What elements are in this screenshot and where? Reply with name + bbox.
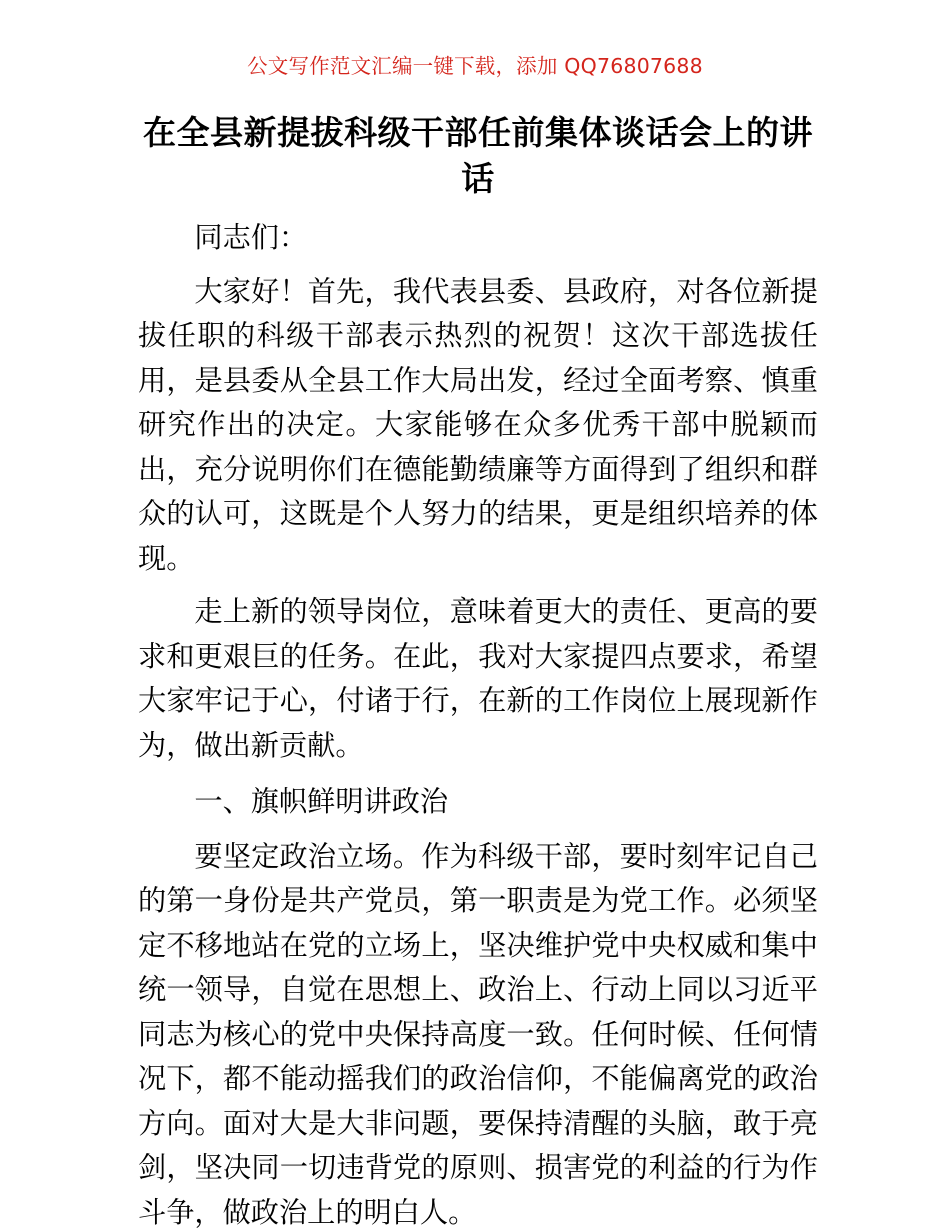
paragraph-body-2: 走上新的领导岗位，意味着更大的责任、更高的要求和更艰巨的任务。在此，我对大家提四点要求，希望大家牢记于心，付诸于行，在新的工作岗位上展现新作为，做出新贡献。	[138, 595, 818, 762]
paragraph-body-3: 要坚定政治立场。作为科级干部，要时刻牢记自己的第一身份是共产党员，第一职责是为党工作。必须坚定不移地站在党的立场上，坚决维护党中央权威和集中统一领导，自觉在思想上、政治上、行动上同以习近平同志为核心的党中央保持高度一致。任何时候、任何情况下，都不能动摇我们的政治信仰，不能偏离党的政治方向。面对大是大非问题，要保持清醒的头脑，敢于亮剑，坚决同一切违背党的原则、损害党的利益的行为作斗争，做政治上的明白人。	[138, 839, 818, 1229]
paragraph-salutation: 同志们：	[194, 221, 308, 254]
document-body	[138, 110, 818, 1230]
document-title: 在全县新提拔科级干部任前集体谈话会上的讲话	[143, 113, 813, 198]
paragraph-body-1: 大家好！首先，我代表县委、县政府，对各位新提拔任职的科级干部表示热烈的祝贺！这次干部选拔任用，是县委从全县工作大局出发，经过全面考察、慎重研究作出的决定。大家能够在众多优秀干部中脱颖而出，充分说明你们在德能勤绩廉等方面得到了组织和群众的认可，这既是个人努力的结果，更是组织培养的体现。	[138, 274, 818, 575]
section-heading-1: 一、旗帜鲜明讲政治	[194, 785, 449, 818]
promo-header-text: 公文写作范文汇编一键下载，添加 QQ76807688	[247, 54, 703, 78]
